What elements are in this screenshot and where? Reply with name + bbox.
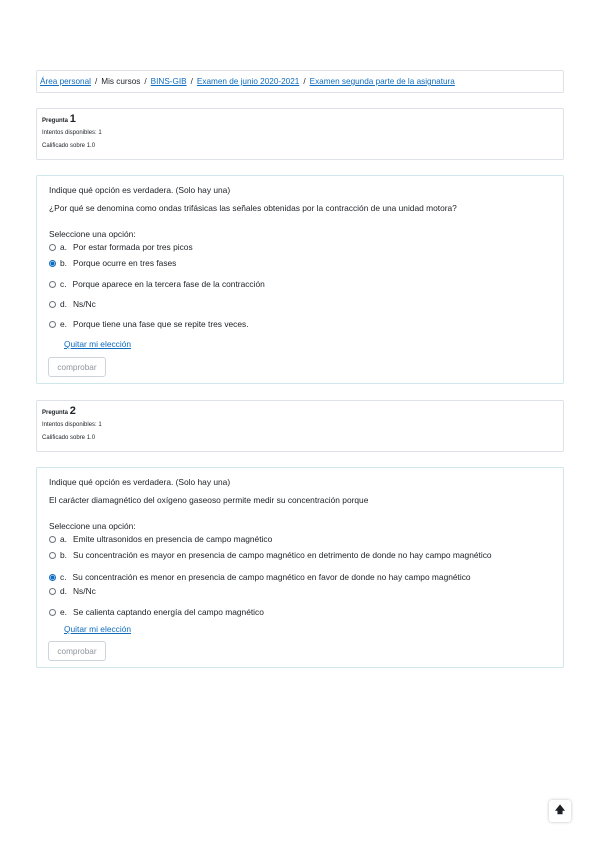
select-option-prompt: Seleccione una opción: (49, 521, 136, 531)
option-d[interactable] (49, 586, 96, 596)
radio-button-selected[interactable] (49, 260, 56, 267)
option-a[interactable] (49, 242, 193, 252)
select-option-prompt: Seleccione una opción: (49, 229, 136, 239)
option-c[interactable] (49, 572, 471, 582)
breadcrumb-exam-link[interactable]: Examen de junio 2020-2021 (196, 77, 300, 86)
breadcrumb-separator: / (144, 77, 147, 86)
option-c[interactable] (49, 279, 265, 289)
question-text: El carácter diamagnético del oxígeno gaseoso permite medir su concentración porque (49, 495, 369, 505)
question-text: ¿Por qué se denomina como ondas trifásicas las señales obtenidas por la contracción de una unidad motora? (49, 203, 457, 213)
grade-info: Calificado sobre 1.0 (42, 143, 96, 149)
breadcrumb (36, 70, 564, 93)
option-text: Se calienta captando energía del campo magnético (73, 607, 264, 617)
question-number (42, 406, 563, 419)
option-letter: b. (60, 258, 67, 268)
question-label: Pregunta (42, 410, 69, 416)
question-number (42, 114, 563, 127)
option-b[interactable] (49, 550, 492, 560)
question-number-value: 1 (69, 113, 76, 125)
back-to-top-button[interactable] (549, 800, 571, 822)
radio-button-selected[interactable] (49, 574, 56, 581)
option-e[interactable] (49, 319, 249, 329)
question-label: Pregunta (42, 118, 69, 124)
attempts-info: Intentos disponibles: 1 (42, 422, 102, 428)
breadcrumb-quiz-link[interactable]: Examen segunda parte de la asignatura (309, 77, 455, 86)
clear-choice-link[interactable]: Quitar mi elección (64, 339, 132, 349)
option-d[interactable] (49, 299, 96, 309)
radio-button[interactable] (49, 552, 56, 559)
radio-button[interactable] (49, 588, 56, 595)
breadcrumb-separator: / (303, 77, 306, 86)
option-letter: a. (60, 534, 67, 544)
option-letter: d. (60, 299, 67, 309)
breadcrumb-home-link[interactable]: Área personal (40, 77, 91, 86)
option-text: Su concentración es menor en presencia de campo magnético en favor de donde no hay campo magnético (72, 572, 471, 582)
breadcrumb-course-link[interactable]: BINS-GIB (150, 77, 187, 86)
radio-button[interactable] (49, 301, 56, 308)
radio-button[interactable] (49, 321, 56, 328)
option-text: Porque tiene una fase que se repite tres veces. (73, 319, 249, 329)
option-letter: e. (60, 607, 67, 617)
option-b[interactable] (49, 258, 176, 268)
question-instruction: Indique qué opción es verdadera. (Solo hay una) (49, 185, 231, 195)
question-1-content (36, 175, 564, 384)
option-e[interactable] (49, 607, 264, 617)
radio-button[interactable] (49, 281, 56, 288)
question-number-value: 2 (69, 405, 76, 417)
option-text: Su concentración es mayor en presencia de campo magnético en detrimento de donde no hay campo magnético (73, 550, 492, 560)
radio-button[interactable] (49, 536, 56, 543)
option-letter: c. (60, 572, 67, 582)
option-letter: d. (60, 586, 67, 596)
attempts-info: Intentos disponibles: 1 (42, 130, 102, 136)
breadcrumb-my-courses: Mis cursos (101, 77, 141, 86)
question-2-content (36, 467, 564, 668)
breadcrumb-separator: / (94, 77, 98, 86)
option-text: Ns/Nc (73, 586, 96, 596)
question-instruction: Indique qué opción es verdadera. (Solo hay una) (49, 477, 231, 487)
radio-button[interactable] (49, 609, 56, 616)
option-text: Por estar formada por tres picos (73, 242, 193, 252)
check-button[interactable]: comprobar (48, 641, 106, 661)
option-letter: a. (60, 242, 67, 252)
option-letter: c. (60, 279, 67, 289)
option-text: Emite ultrasonidos en presencia de campo magnético (73, 534, 273, 544)
option-text: Ns/Nc (73, 299, 96, 309)
option-letter: e. (60, 319, 67, 329)
breadcrumb-separator: / (190, 77, 193, 86)
radio-button[interactable] (49, 244, 56, 251)
option-text: Porque ocurre en tres fases (73, 258, 177, 268)
arrow-up-icon: 🡅 (554, 804, 566, 816)
option-text: Porque aparece en la tercera fase de la contracción (72, 279, 265, 289)
question-1-info (36, 108, 564, 160)
option-a[interactable] (49, 534, 272, 544)
grade-info: Calificado sobre 1.0 (42, 435, 96, 441)
option-letter: b. (60, 550, 67, 560)
clear-choice-link[interactable]: Quitar mi elección (64, 624, 132, 634)
question-2-info (36, 400, 564, 452)
check-button[interactable]: comprobar (48, 357, 106, 377)
